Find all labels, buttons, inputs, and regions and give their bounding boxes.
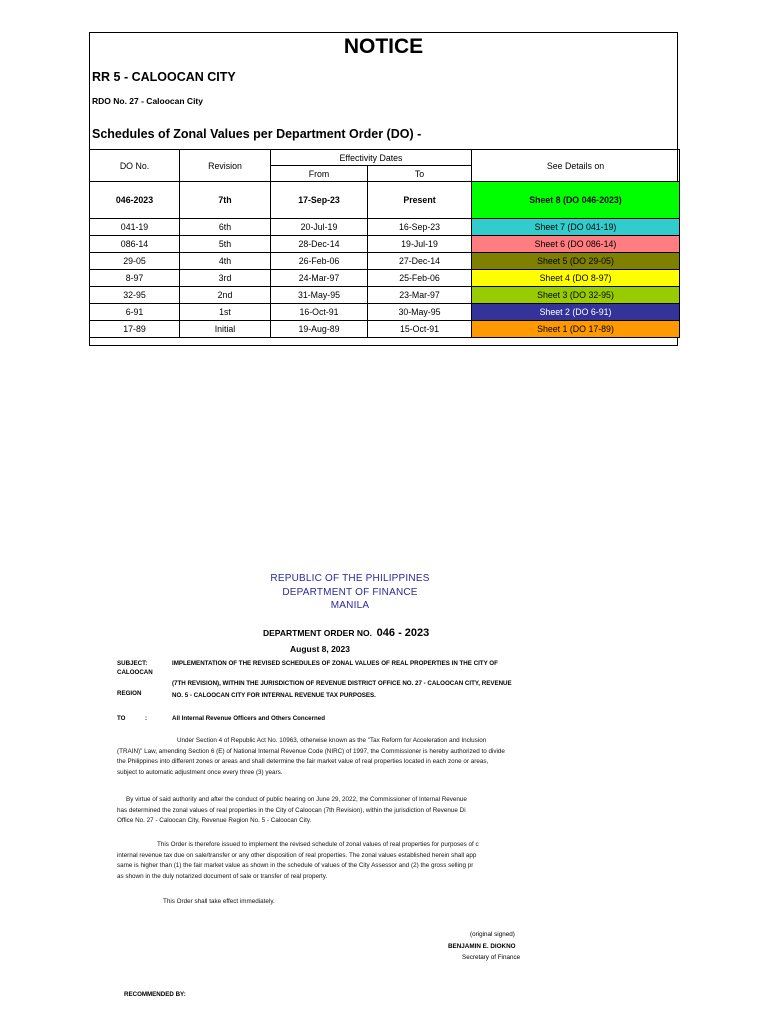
revenue-region-title: RR 5 - CALOOCAN CITY — [92, 70, 236, 84]
zonal-table-body — [90, 182, 680, 338]
cell-from: 20-Jul-19 — [271, 219, 368, 236]
table-row — [90, 321, 680, 338]
notice-box — [89, 32, 678, 346]
sheet-link-2[interactable]: Sheet 2 (DO 6-91) — [472, 304, 680, 321]
cell-revision: 3rd — [180, 270, 271, 287]
table-row — [90, 304, 680, 321]
rdo-title: RDO No. 27 - Caloocan City — [92, 96, 203, 106]
cell-from: 26-Feb-06 — [271, 253, 368, 270]
cell-to: 16-Sep-23 — [368, 219, 472, 236]
table-row — [90, 219, 680, 236]
republic-heading: REPUBLIC OF THE PHILIPPINES — [270, 573, 430, 584]
to-colon: : — [145, 715, 148, 722]
signatory-title: Secretary of Finance — [462, 954, 521, 961]
table-row — [90, 253, 680, 270]
cell-do-no: 8-97 — [90, 270, 180, 287]
cell-to: 27-Dec-14 — [368, 253, 472, 270]
do-label: DEPARTMENT ORDER NO. — [263, 628, 372, 638]
sheet-link-3[interactable]: Sheet 3 (DO 32-95) — [472, 287, 680, 304]
to-label: TO — [117, 715, 126, 722]
table-row — [90, 270, 680, 287]
department-heading: DEPARTMENT OF FINANCE — [282, 587, 418, 598]
signatory-name: BENJAMIN E. DIOKNO — [448, 943, 516, 950]
paragraph-effectivity: This Order shall take effect immediately. — [163, 898, 275, 905]
cell-revision: 7th — [180, 182, 271, 219]
sheet-link-7[interactable]: Sheet 7 (DO 041-19) — [472, 219, 680, 236]
cell-do-no: 086-14 — [90, 236, 180, 253]
cell-do-no: 17-89 — [90, 321, 180, 338]
cell-to: 30-May-95 — [368, 304, 472, 321]
cell-to: 23-Mar-97 — [368, 287, 472, 304]
cell-to: Present — [368, 182, 472, 219]
cell-revision: 6th — [180, 219, 271, 236]
to-recipients: All Internal Revenue Officers and Others Concerned — [172, 715, 326, 722]
cell-do-no: 046-2023 — [90, 182, 180, 219]
table-row — [90, 287, 680, 304]
sheet-link-8[interactable]: Sheet 8 (DO 046-2023) — [472, 182, 680, 219]
cell-revision: 5th — [180, 236, 271, 253]
header-from: From — [271, 166, 368, 182]
recommended-by-label: RECOMMENDED BY: — [124, 991, 186, 998]
region-label: REGION — [117, 690, 142, 697]
cell-revision: 4th — [180, 253, 271, 270]
subject-line-2: (7TH REVISION), WITHIN THE JURISDICTION OF REVENUE DISTRICT OFFICE NO. 27 - CALOOCAN CITY, REVENUE — [172, 680, 512, 687]
header-effectivity-dates: Effectivity Dates — [271, 150, 472, 166]
cell-from: 19-Aug-89 — [271, 321, 368, 338]
cell-to: 15-Oct-91 — [368, 321, 472, 338]
order-date: August 8, 2023 — [290, 644, 350, 654]
schedules-title: Schedules of Zonal Values per Department Order (DO) - — [92, 127, 422, 141]
header-see-details: See Details on — [472, 150, 680, 182]
sheet-link-6[interactable]: Sheet 6 (DO 086-14) — [472, 236, 680, 253]
cell-do-no: 6-91 — [90, 304, 180, 321]
cell-revision: Initial — [180, 321, 271, 338]
cell-from: 24-Mar-97 — [271, 270, 368, 287]
subject-caloocan: CALOOCAN — [117, 669, 153, 676]
table-row — [90, 182, 680, 219]
cell-from: 28-Dec-14 — [271, 236, 368, 253]
original-signed-note: (original signed) — [470, 931, 515, 938]
header-do-no: DO No. — [90, 150, 180, 182]
header-revision: Revision — [180, 150, 271, 182]
cell-from: 16-Oct-91 — [271, 304, 368, 321]
cell-to: 25-Feb-06 — [368, 270, 472, 287]
cell-from: 17-Sep-23 — [271, 182, 368, 219]
cell-from: 31-May-95 — [271, 287, 368, 304]
city-heading: MANILA — [330, 600, 370, 611]
cell-do-no: 041-19 — [90, 219, 180, 236]
do-number-value: 046 - 2023 — [376, 627, 430, 639]
table-row — [90, 236, 680, 253]
cell-to: 19-Jul-19 — [368, 236, 472, 253]
paragraph-hearing: By virtue of said authority and after the conduct of public hearing on June 29, 2022, the Commissioner of Internal Revenue has determined the zonal values of real properties in the City of Caloocan (7th Revision), within the jurisdiction of Revenue Di Office No. 27 - Caloocan City, Revenue Region No. 5 - Caloocan City. — [117, 796, 467, 824]
sheet-link-4[interactable]: Sheet 4 (DO 8-97) — [472, 270, 680, 287]
subject-line-3: NO. 5 - CALOOCAN CITY FOR INTERNAL REVENUE TAX PURPOSES. — [172, 692, 376, 699]
sheet-link-1[interactable]: Sheet 1 (DO 17-89) — [472, 321, 680, 338]
subject-label: SUBJECT: — [117, 660, 148, 667]
notice-title: NOTICE — [343, 35, 424, 58]
cell-do-no: 32-95 — [90, 287, 180, 304]
subject-line-1: IMPLEMENTATION OF THE REVISED SCHEDULES OF ZONAL VALUES OF REAL PROPERTIES IN THE CITY OF — [172, 660, 498, 667]
sheet-link-5[interactable]: Sheet 5 (DO 29-05) — [472, 253, 680, 270]
paragraph-implementation: This Order is therefore issued to implement the revised schedule of zonal values of real properties for purposes of c internal revenue tax due on sale/transfer or any other disposition of real properties. The zonal values established herein shall app same is higher than (1) the fair market value as shown in the schedule of values of the City Assessor and (2) the gross selling pr as shown in the duly notarized document of sale or transfer of real property. — [117, 841, 479, 880]
department-order-number — [263, 627, 429, 639]
cell-do-no: 29-05 — [90, 253, 180, 270]
cell-revision: 2nd — [180, 287, 271, 304]
cell-revision: 1st — [180, 304, 271, 321]
zonal-values-table — [89, 149, 680, 338]
paragraph-authority: Under Section 4 of Republic Act No. 10963, otherwise known as the "Tax Reform for Acceleration and Inclusion (TRAIN)" Law, amending Section 6 (E) of National Internal Revenue Code (NIRC) of 1997, the Commissioner is hereby authorized to divide the Philippines into different zones or areas and shall determine the fair market value of real properties located in each zone or areas, subject to automatic adjustment once every three (3) years. — [117, 737, 505, 776]
header-to: To — [368, 166, 472, 182]
